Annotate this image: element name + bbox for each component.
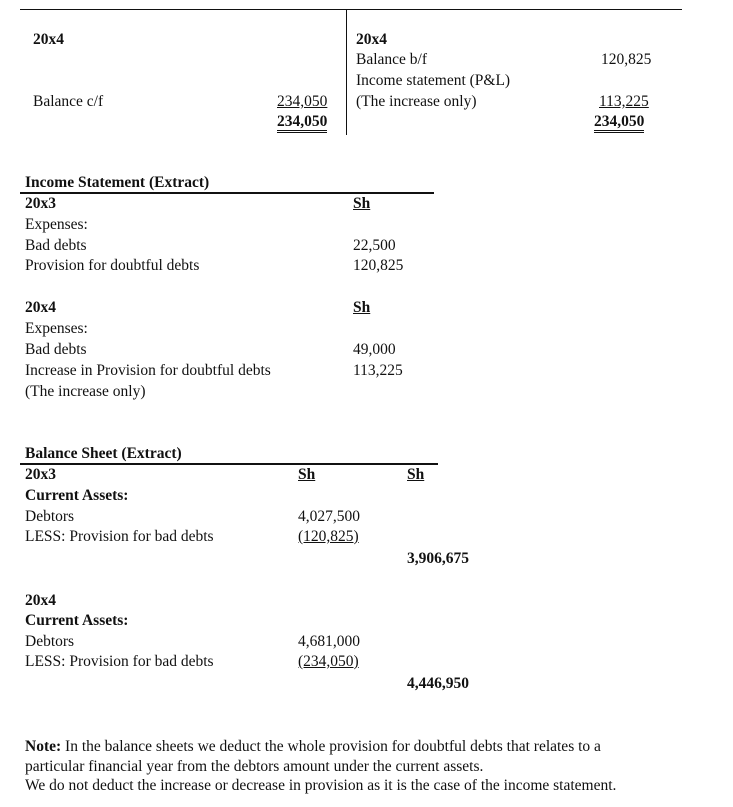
balance-sheet-rule bbox=[20, 463, 438, 465]
balance-cf-label: Balance c/f bbox=[33, 93, 104, 110]
bs-y2-less-label: LESS: Provision for bad debts bbox=[25, 653, 214, 670]
bs-y1-current-assets-label: Current Assets: bbox=[25, 487, 129, 504]
balance-sheet-title: Balance Sheet (Extract) bbox=[25, 445, 182, 462]
balance-bf-value: 120,825 bbox=[601, 51, 652, 68]
increase-only-label: (The increase only) bbox=[356, 93, 477, 110]
bs-y1-year: 20x3 bbox=[25, 466, 56, 483]
account-left-total: 234,050 bbox=[277, 114, 327, 133]
balance-cf-value: 234,050 bbox=[277, 93, 328, 110]
note-line-2: particular financial year from the debtors amount under the current assets. bbox=[25, 758, 484, 775]
income-y1-bad-debts-value: 22,500 bbox=[353, 237, 396, 254]
bs-y1-less-value: (120,825) bbox=[298, 528, 359, 545]
note-label: Note: bbox=[25, 738, 62, 755]
income-y2-increase-label: Increase in Provision for doubtful debts bbox=[25, 362, 271, 379]
bs-y2-debtors-label: Debtors bbox=[25, 633, 75, 650]
bs-y2-less-value: (234,050) bbox=[298, 653, 359, 670]
income-y1-expenses-label: Expenses: bbox=[25, 216, 88, 233]
bs-y1-debtors-label: Debtors bbox=[25, 508, 75, 525]
t-account-center-rule bbox=[346, 9, 347, 135]
bs-y1-currency-1: Sh bbox=[298, 466, 316, 483]
income-y2-increase-value: 113,225 bbox=[353, 362, 403, 379]
balance-bf-label: Balance b/f bbox=[356, 51, 428, 68]
note-text-1: In the balance sheets we deduct the whole provision for doubtful debts that relates to a bbox=[65, 738, 601, 755]
bs-y2-current-assets-label: Current Assets: bbox=[25, 612, 129, 629]
income-y1-year: 20x3 bbox=[25, 195, 56, 212]
bs-y1-debtors-value: 4,027,500 bbox=[298, 508, 360, 525]
bs-y1-less-label: LESS: Provision for bad debts bbox=[25, 528, 214, 545]
account-right-total: 234,050 bbox=[594, 114, 644, 133]
income-y1-bad-debts-label: Bad debts bbox=[25, 237, 87, 254]
income-statement-rule bbox=[20, 192, 434, 194]
account-right-year: 20x4 bbox=[356, 31, 387, 48]
income-statement-title: Income Statement (Extract) bbox=[25, 174, 210, 191]
bs-y2-year: 20x4 bbox=[25, 592, 56, 609]
income-y2-bad-debts-value: 49,000 bbox=[353, 341, 396, 358]
income-statement-label: Income statement (P&L) bbox=[356, 72, 511, 89]
income-y2-increase-note: (The increase only) bbox=[25, 383, 146, 400]
bs-y2-debtors-value: 4,681,000 bbox=[298, 633, 360, 650]
note-line-3: We do not deduct the increase or decrease in provision as it is the case of the income statement. bbox=[25, 777, 617, 794]
t-account-top-rule bbox=[20, 9, 682, 10]
note-line-1 bbox=[25, 738, 601, 756]
income-y1-provision-label: Provision for doubtful debts bbox=[25, 257, 200, 274]
account-left-year: 20x4 bbox=[33, 31, 64, 48]
bs-y1-currency-2: Sh bbox=[407, 466, 425, 483]
income-y2-expenses-label: Expenses: bbox=[25, 320, 88, 337]
income-y1-currency: Sh bbox=[353, 195, 371, 212]
bs-y2-net-value: 4,446,950 bbox=[407, 675, 469, 692]
income-y2-currency: Sh bbox=[353, 299, 371, 316]
income-y2-year: 20x4 bbox=[25, 299, 56, 316]
income-y1-provision-value: 120,825 bbox=[353, 257, 404, 274]
income-y2-bad-debts-label: Bad debts bbox=[25, 341, 87, 358]
increase-value: 113,225 bbox=[599, 93, 649, 110]
bs-y1-net-value: 3,906,675 bbox=[407, 550, 469, 567]
